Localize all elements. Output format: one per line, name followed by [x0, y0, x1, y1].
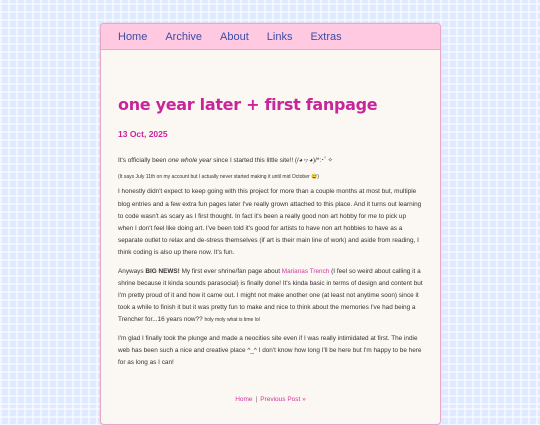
post-footer: [101, 396, 440, 403]
footer-home-link[interactable]: Home: [235, 396, 253, 403]
intro-text: It's officially been: [118, 157, 169, 164]
post-title: one year later + first fanpage: [118, 95, 378, 114]
paragraph-intro: [118, 155, 423, 167]
nav-archive[interactable]: Archive: [165, 30, 203, 43]
paragraph-note: (It says July 11th on my account but I actually never started making it until mid October 😅): [118, 174, 319, 181]
post-date: 13 Oct, 2025: [118, 129, 168, 139]
marianas-trench-link[interactable]: Marianas Trench: [281, 267, 330, 275]
nav-about[interactable]: About: [220, 30, 249, 43]
paragraph-fanpage: [118, 266, 423, 327]
fanpage-text-c: (I feel so weird about calling it a shrine because it kinda sounds parasocial) is finally done! It's kinda basic in terms of design and content but I'm pretty proud of it and how it came out. I might not make another one (at least not anytime soon) since it took a while to finish it but it was pretty fun to make and nice to think about the memories I've had being a Trencher for...16 years now??: [118, 267, 423, 324]
nav-links[interactable]: Links: [266, 30, 293, 43]
aside-note: holy moly what is time lol: [204, 317, 260, 324]
top-nav: [101, 24, 440, 50]
content-card: [100, 23, 441, 425]
footer-separator: |: [255, 396, 258, 403]
paragraph-hobby: I honestly didn't expect to keep going with this project for more than a couple months at most but, multiple blog entries and a few extra fun pages later I've really grown attached to this place. And it turns out learning to code wasn't as scary as I first thought. In fact it's been a really good non art hobby for me to pick up when I don't feel like doing art. I've been told it's good for artists to have non art hobbies to have as a separate outlet to relax and de-stress themselves (if art is their main line of work) and aside from reading, I think coding is also up there now. It's fun.: [118, 188, 422, 257]
nav-home[interactable]: Home: [118, 30, 148, 43]
big-news-label: BIG NEWS!: [145, 267, 180, 275]
previous-post-link[interactable]: Previous Post »: [260, 396, 306, 403]
fanpage-text-a: Anyways: [118, 267, 146, 275]
paragraph-closing: I'm glad I finally took the plunge and made a neocities site even if I was really intimidated at first. The indie web has been such a nice and creative place ^_^ I don't know how long I'll be here but I'm happy to be here for as long as I can!: [118, 334, 422, 367]
fanpage-text-b: My first ever shrine/fan page about: [179, 267, 282, 275]
intro-emphasis: one whole year: [168, 157, 212, 164]
post-body: [101, 96, 440, 369]
intro-text-end: since I started this little site!! (/◕ヮ◕)/*:･ﾟ✧: [211, 157, 333, 164]
nav-extras[interactable]: Extras: [310, 30, 342, 43]
